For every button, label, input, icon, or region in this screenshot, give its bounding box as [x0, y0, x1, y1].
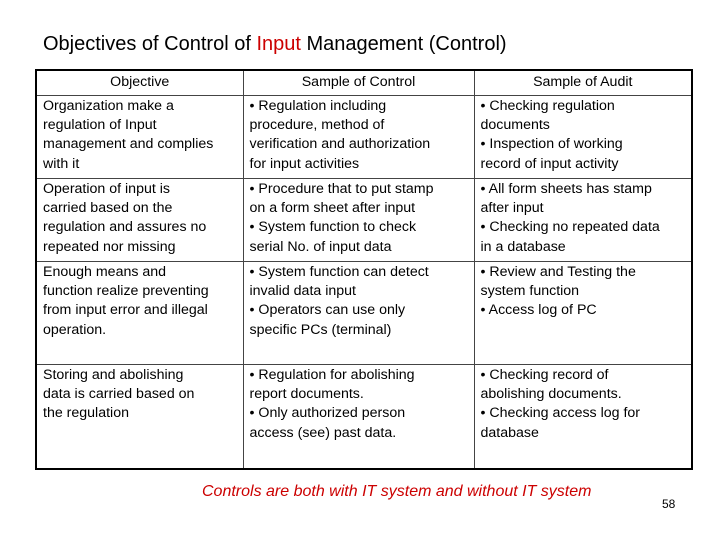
audit-cell: [474, 179, 692, 262]
cell-line: operation.: [43, 321, 107, 338]
title-text-end: Management (Control): [300, 33, 507, 55]
objective-cell: [36, 262, 243, 365]
control-cell: [243, 179, 474, 262]
cell-line: • All form sheets has stamp: [480, 181, 652, 197]
table-row: [36, 365, 692, 469]
table-row: [36, 179, 692, 262]
footer-note: Controls are both with IT system and without IT system: [202, 483, 592, 500]
cell-line: • Checking record of: [480, 367, 609, 383]
cell-line: Operation of input is: [43, 181, 170, 197]
slide-title: [43, 33, 507, 56]
cell-line: regulation of Input: [43, 117, 157, 134]
control-cell: [243, 262, 474, 365]
objectives-table: [35, 69, 693, 470]
table-header-row: [36, 70, 692, 96]
cell-line: Enough means and: [43, 264, 167, 280]
cell-line: report documents.: [249, 386, 364, 403]
cell-line: database: [480, 424, 539, 441]
cell-line: regulation and assures no: [43, 219, 207, 236]
cell-line: access (see) past data.: [249, 424, 397, 441]
cell-line: Organization make a: [43, 98, 174, 114]
cell-line: in a database: [480, 238, 566, 255]
cell-line: • Checking no repeated data: [480, 219, 660, 236]
cell-line: Storing and abolishing: [43, 367, 184, 383]
cell-line: carried based on the: [43, 200, 173, 217]
header-objective: Objective: [36, 70, 243, 96]
control-cell: [243, 96, 474, 179]
audit-cell: [474, 96, 692, 179]
cell-line: procedure, method of: [249, 117, 385, 134]
cell-line: documents: [480, 117, 550, 134]
table-row: [36, 262, 692, 365]
cell-line: invalid data input: [249, 283, 356, 300]
title-text-start: Objectives of Control of: [43, 33, 257, 55]
cell-line: repeated nor missing: [43, 238, 176, 255]
cell-line: • Checking access log for: [480, 405, 641, 422]
cell-line: • Only authorized person: [249, 405, 406, 422]
cell-line: from input error and illegal: [43, 302, 208, 319]
cell-line: system function: [480, 283, 580, 300]
cell-line: • Regulation for abolishing: [249, 367, 415, 383]
cell-line: • System function can detect: [249, 264, 429, 280]
cell-line: • Procedure that to put stamp: [249, 181, 434, 197]
table-row: [36, 96, 692, 179]
cell-line: with it: [43, 155, 80, 172]
cell-line: verification and authorization: [249, 136, 431, 153]
cell-line: data is carried based on: [43, 386, 195, 403]
cell-line: serial No. of input data: [249, 238, 392, 255]
header-sample-of-control: Sample of Control: [243, 70, 474, 96]
cell-line: record of input activity: [480, 155, 619, 172]
cell-line: • System function to check: [249, 219, 417, 236]
cell-line: on a form sheet after input: [249, 200, 416, 217]
cell-line: • Regulation including: [249, 98, 387, 114]
cell-line: • Checking regulation: [480, 98, 615, 114]
cell-line: management and complies: [43, 136, 214, 153]
cell-line: abolishing documents.: [480, 386, 622, 403]
objective-cell: [36, 179, 243, 262]
cell-line: function realize preventing: [43, 283, 209, 300]
cell-line: after input: [480, 200, 544, 217]
cell-line: • Access log of PC: [480, 302, 597, 319]
cell-line: specific PCs (terminal): [249, 321, 392, 338]
cell-line: for input activities: [249, 155, 360, 172]
audit-cell: [474, 262, 692, 365]
audit-cell: [474, 365, 692, 469]
control-cell: [243, 365, 474, 469]
cell-line: • Inspection of working: [480, 136, 623, 153]
cell-line: • Operators can use only: [249, 302, 406, 319]
objective-cell: [36, 365, 243, 469]
header-sample-of-audit: Sample of Audit: [474, 70, 692, 96]
cell-line: • Review and Testing the: [480, 264, 636, 280]
page-number: 58: [662, 497, 676, 511]
objective-cell: [36, 96, 243, 179]
title-highlight: Input: [256, 33, 301, 55]
cell-line: the regulation: [43, 405, 129, 422]
